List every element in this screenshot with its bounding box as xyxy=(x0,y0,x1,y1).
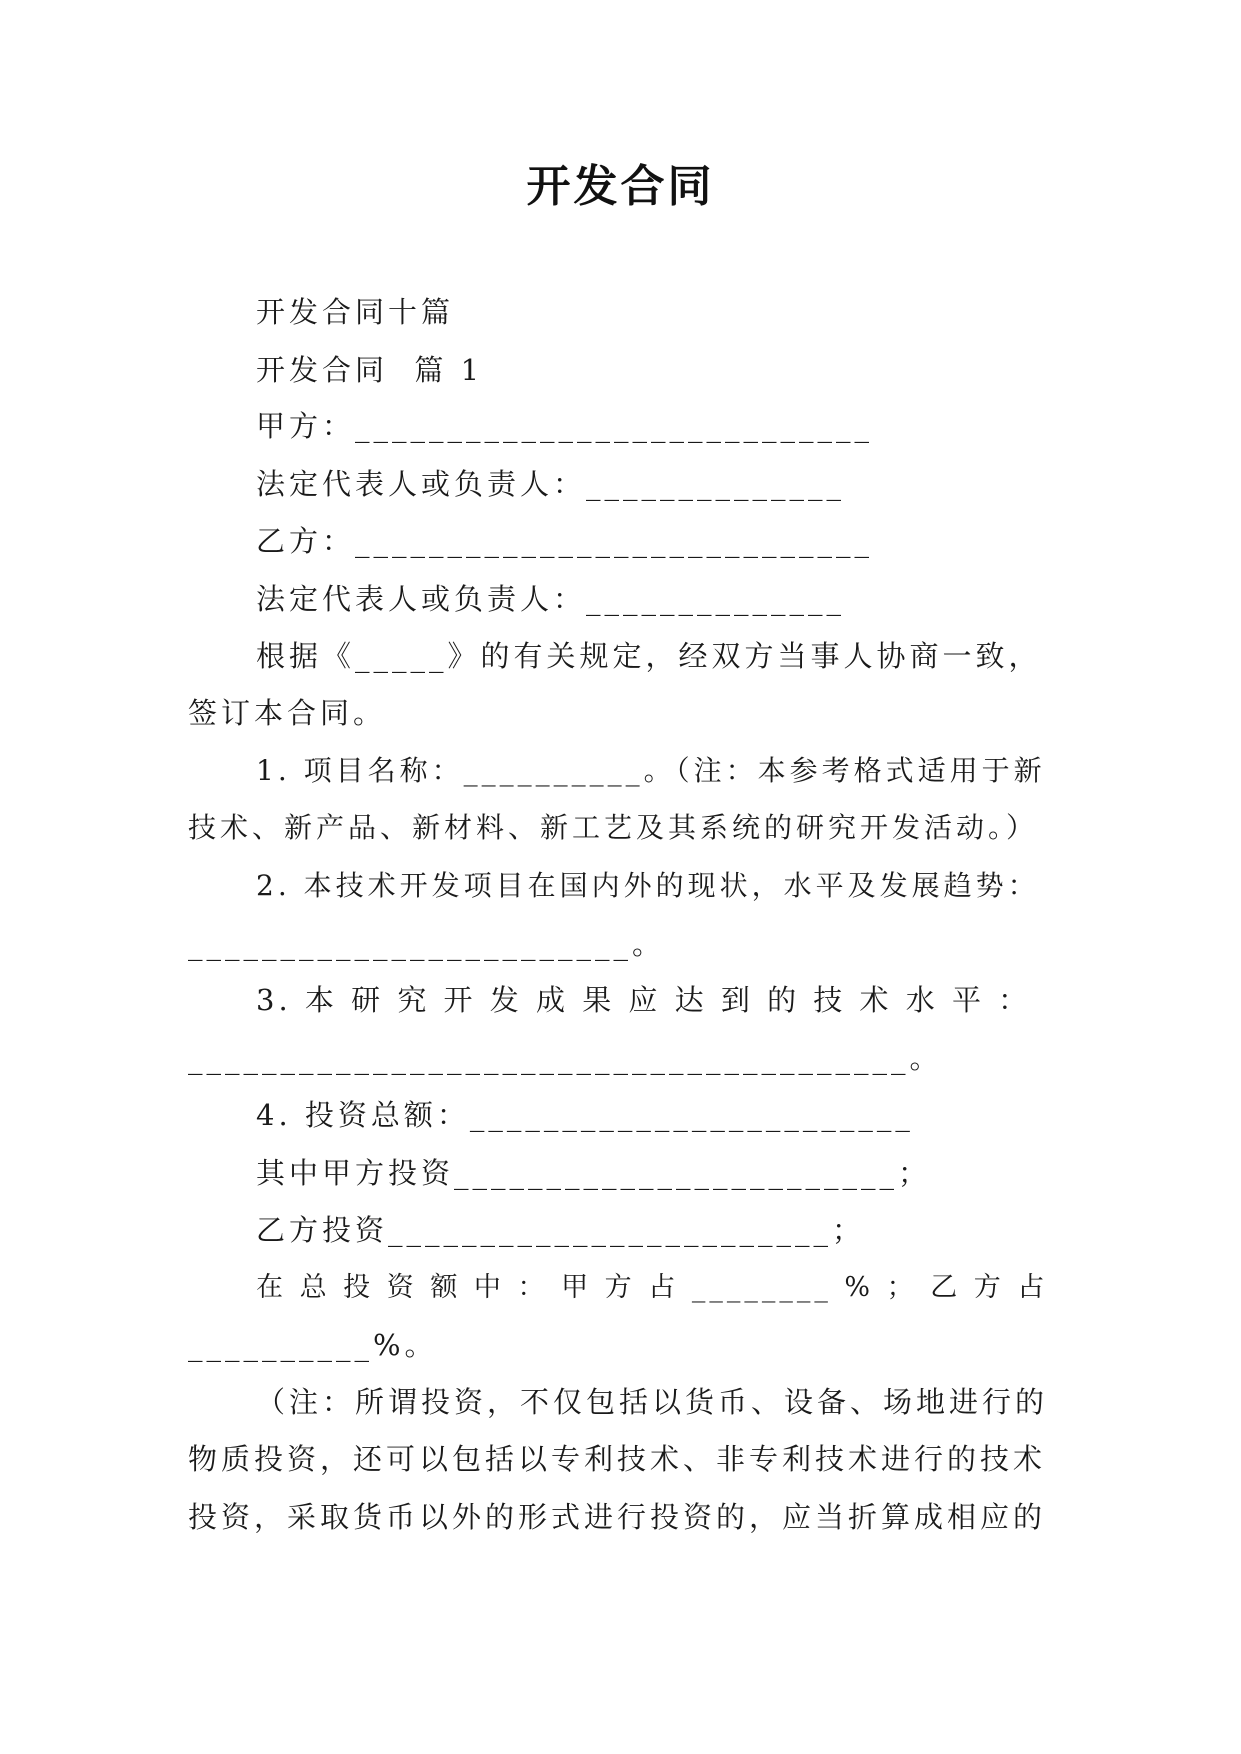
section-heading: 开发合同 篇 1 xyxy=(256,353,484,387)
clause-4-party-a-investment: 其中甲方投资________________________； xyxy=(256,1156,932,1190)
clause-2-line: 2. 本技术开发项目在国内外的现状，水平及发展趋势： xyxy=(256,869,1040,902)
clause-4-line: 4. 投资总额：________________________ xyxy=(256,1098,914,1132)
party-b-representative-field: 法定代表人或负责人：______________ xyxy=(256,582,846,616)
note-line: 物质投资，还可以包括以专利技术、非专利技术进行的技术 xyxy=(188,1442,1047,1476)
note-line: 投资，采取货币以外的形式进行投资的，应当折算成相应的 xyxy=(188,1500,1047,1534)
clause-2-line: ________________________。 xyxy=(188,927,666,961)
party-a-representative-field: 法定代表人或负责人：______________ xyxy=(256,467,846,501)
party-a-field: 甲方：____________________________ xyxy=(256,409,874,443)
note-line: （注：所谓投资，不仅包括以货币、设备、场地进行的 xyxy=(256,1385,1049,1419)
document-title: 开发合同 xyxy=(526,161,715,212)
clause-4-ratio-line: __________%。 xyxy=(188,1328,438,1362)
clause-4-ratio-line: 在 总 投 资 额 中 ： 甲 方 占 ________ % ； 乙 方 占 xyxy=(256,1272,1049,1303)
clause-1-line: 技术、新产品、新材料、新工艺及其系统的研究开发活动。） xyxy=(188,811,1039,844)
clause-4-party-b-investment: 乙方投资________________________； xyxy=(256,1213,866,1247)
subtitle-collection: 开发合同十篇 xyxy=(256,295,455,329)
clause-3-line: _______________________________________。 xyxy=(188,1041,943,1075)
clause-3-line: 3. 本 研 究 开 发 成 果 应 达 到 的 技 术 水 平 ： xyxy=(256,983,1032,1017)
preamble-line: 根据《_____》的有关规定，经双方当事人协商一致， xyxy=(256,639,1042,673)
party-b-field: 乙方：____________________________ xyxy=(256,524,874,558)
preamble-line: 签订本合同。 xyxy=(188,696,387,730)
clause-1-line: 1. 项目名称：__________。（注：本参考格式适用于新 xyxy=(256,754,1046,787)
